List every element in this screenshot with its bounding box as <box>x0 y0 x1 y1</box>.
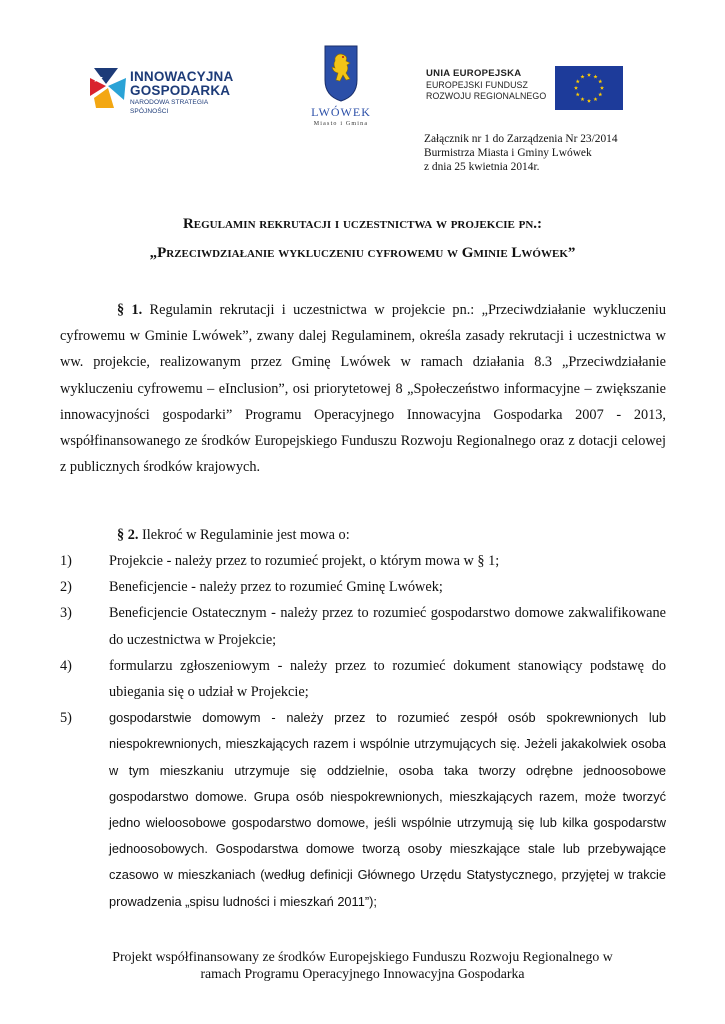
section-2-intro-text: Ilekroć w Regulaminie jest mowa o: <box>138 527 350 543</box>
lwowek-logo-name: LWÓWEK <box>311 105 371 119</box>
list-item <box>60 705 666 915</box>
lion-shield-icon <box>323 44 359 102</box>
footer-line1: Projekt współfinansowany ze środków Europejskiego Funduszu Rozwoju Regionalnego w <box>112 949 613 964</box>
ig-logo-line1: INNOWACYJNA <box>130 69 234 84</box>
section-1-text: Regulamin rekrutacji i uczestnictwa w projekcie pn.: „Przeciwdziałanie wykluczeniu cyfrowemu w Gminie Lwówek”, zwany dalej Regulaminem, określa zasady rekrutacji i uczestnictwa w ww. projekcie, realizowanym przez Gminę Lwówek w ramach działania 8.3 „Przeciwdziałanie wykluczeniu cyfrowemu – eInclusion”, osi priorytetowej 8 „Społeczeństwo informacyjne – zwiększanie innowacyjności gospodarki” Programu Operacyjnego Innowacyjna Gospodarka 2007 - 2013, współfinansowanego ze środków Europejskiego Funduszu Rozwoju Regionalnego oraz z dotacji celowej z publicznych środków krajowych. <box>60 302 666 476</box>
document-title-line2: „Przeciwdziałanie wykluczeniu cyfrowemu w Gminie Lwówek” <box>149 245 576 261</box>
list-item-text: formularzu zgłoszeniowym - należy przez to rozumieć dokument stanowiący podstawę do ubiegania się o udział w Projekcie; <box>109 657 666 701</box>
eu-logo-line2: EUROPEJSKI FUNDUSZ <box>426 80 528 90</box>
list-item-text: Beneficjencie Ostatecznym - należy przez to rozumieć gospodarstwo domowe zakwalifikowane do uczestnictwa w Projekcie; <box>109 605 666 648</box>
list-item-number: 3) <box>60 605 72 622</box>
eu-logo-line1: UNIA EUROPEJSKA <box>426 68 522 79</box>
lwowek-coat-of-arms <box>301 42 381 132</box>
page-footer <box>80 948 645 982</box>
list-item-text: Projekcie - należy przez to rozumieć projekt, o którym mowa w § 1; <box>109 553 500 569</box>
annex-note <box>424 132 618 174</box>
innowacyjna-gospodarka-logo <box>88 62 248 115</box>
eu-flag-icon <box>555 66 623 110</box>
list-item-text: Beneficjencie - należy przez to rozumieć Gminę Lwówek; <box>109 579 443 596</box>
section-2-intro <box>117 522 666 548</box>
section-1-mark: § 1. <box>117 302 143 318</box>
definitions-list <box>60 548 666 915</box>
annex-line1: Załącznik nr 1 do Zarządzenia Nr 23/2014 <box>424 133 618 145</box>
list-item <box>60 600 666 652</box>
annex-line3: z dnia 25 kwietnia 2014r. <box>424 161 540 173</box>
section-1-paragraph <box>60 297 666 480</box>
section-2-mark: § 2. <box>117 527 139 543</box>
list-item-number: 1) <box>60 553 72 569</box>
eu-logo-line3: ROZWOJU REGIONALNEGO <box>426 91 547 101</box>
list-item <box>60 653 666 705</box>
ig-logo-line3: NARODOWA STRATEGIA SPÓJNOŚCI <box>130 99 209 115</box>
document-title-line1: Regulamin rekrutacji i uczestnictwa w projekcie pn.: <box>182 216 543 232</box>
list-item <box>60 574 666 600</box>
list-item <box>60 548 666 574</box>
ig-logo-line2: GOSPODARKA <box>130 83 231 98</box>
list-item-number: 4) <box>60 657 72 674</box>
list-item-text: gospodarstwie domowym - należy przez to rozumieć zespół osób spokrewnionych lub niespokrewnionych, mieszkających razem i wspólnie utrzymujących się. Jeżeli jakakolwiek osoba w tym mieszkaniu utrzymuje się oddzielnie, osoba taka tworzy odrębne jednoosobowe gospodarstwo domowe. Grupa osób niespokrewnionych, mieszkających razem, może tworzyć jedno wieloosobowe gospodarstwo domowe, jeśli wspólnie utrzymują się lub kilka gospodarstw jednoosobowych. Gospodarstwa domowe tworzą osoby mieszkające stale lub przebywające czasowo w mieszkaniach (według definicji Głównego Urzędu Statystycznego, przyjętej w trakcie prowadzenia „spisu ludności i mieszkań 2011”); <box>109 710 666 909</box>
list-item-number: 2) <box>60 579 72 596</box>
lwowek-logo-subtitle: Miasto i Gmina <box>313 121 369 127</box>
footer-line2: ramach Programu Operacyjnego Innowacyjna Gospodarka <box>200 966 525 981</box>
annex-line2: Burmistrza Miasta i Gminy Lwówek <box>424 147 592 159</box>
eu-fund-logo <box>416 63 626 113</box>
list-item-number: 5) <box>60 710 72 727</box>
innowacyjna-gospodarka-emblem-icon <box>88 64 128 110</box>
